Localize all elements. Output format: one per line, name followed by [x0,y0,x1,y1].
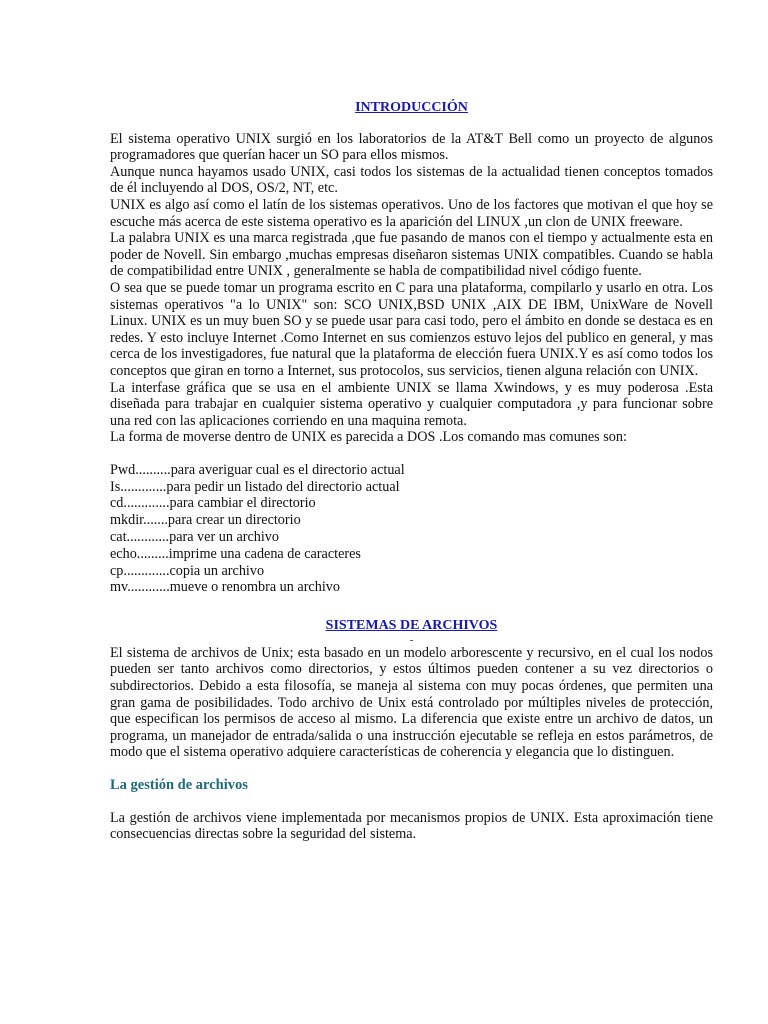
dash-mark: - [409,634,414,646]
paragraph: El sistema operativo UNIX surgió en los laboratorios de la AT&T Bell como un proyecto de algunos programadores que querían hacer un SO para ellos mismos. [110,130,713,164]
section-title-sistemas-de-archivos: SISTEMAS DE ARCHIVOS [325,618,498,634]
command-item: cd.............para cambiar el directorio [110,495,316,512]
paragraph: UNIX es algo así como el latín de los sistemas operativos. Uno de los factores que motivan el que hoy se escuche más acerca de este sistema operativo es la aparición del LINUX ,un clon de UNIX freeware. [110,196,713,230]
paragraph: La palabra UNIX es una marca registrada ,que fue pasando de manos con el tiempo y actualmente esta en poder de Novell. Sin embargo ,muchas empresas diseñaron sistemas UNIX compatibles. Cuando se habla de compatibilidad entre UNIX , generalmente se habla de compatibilidad nivel código fuente. [110,230,713,280]
paragraph: O sea que se puede tomar un programa escrito en C para una plataforma, compilarlo y usarlo en otra. Los sistemas operativos "a lo UNIX" son: SCO UNIX,BSD UNIX ,AIX DE IBM, UnixWare de Novell Linux. UNIX es un muy buen SO y se puede usar para casi todo, pero el ámbito en donde se destaca es en redes. Y esto incluye Internet .Como Internet en sus comienzos estuvo lejos del publico en general, y mas cerca de los investigadores, fue natural que la plataforma de elección fuera UNIX.Y es así como todos los conceptos que giran en torno a Internet, sus protocolos, sus servicios, tienen alguna relación con UNIX. [110,279,713,379]
command-list [110,462,713,596]
command-item: Is.............para pedir un listado del directorio actual [110,478,400,495]
subsection-title-gestion-de-archivos: La gestión de archivos [110,777,248,793]
command-item: mv............mueve o renombra un archivo [110,579,340,596]
paragraph: La gestión de archivos viene implementada por mecanismos propios de UNIX. Esta aproximación tiene consecuencias directas sobre la seguridad del sistema. [110,809,713,843]
spacer [110,446,713,462]
command-item: cp.............copia un archivo [110,562,265,579]
paragraph: El sistema de archivos de Unix; esta basado en un modelo arborescente y recursivo, en el cual los nodos pueden ser tanto archivos como directorios, y estos últimos pueden contener a su vez directorios o subdirectorios. Debido a esta filosofía, se maneja al sistema con muy pocas órdenes, que permiten una gran gama de posibilidades. Todo archivo de Unix está controlado por múltiples niveles de protección, que especifican los permisos de acceso al mismo. La diferencia que existe entre un archivo de datos, un programa, un manejador de entrada/salida o una instrucción ejecutable se refleja en estos parámetros, de modo que el sistema operativo adquiere características de coherencia y elegancia que lo distinguen. [110,644,713,761]
command-item: Pwd..........para averiguar cual es el directorio actual [110,461,405,478]
command-item: mkdir.......para crear un directorio [110,512,301,529]
section-title-introduccion: INTRODUCCIÓN [355,100,468,115]
command-item: cat............para ver un archivo [110,529,279,546]
document-page [110,100,713,843]
command-item: echo.........imprime una cadena de caracteres [110,545,361,562]
paragraph: La forma de moverse dentro de UNIX es parecida a DOS .Los comando mas comunes son: [110,429,627,446]
paragraph: La interfase gráfica que se usa en el ambiente UNIX se llama Xwindows, y es muy poderosa .Esta diseñada para trabajar en cualquier sistema operativo y cualquier computadora ,y para funcionar sobre una red con las aplicaciones corriendo en una maquina remota. [110,379,713,429]
paragraph: Aunque nunca hayamos usado UNIX, casi todos los sistemas de la actualidad tienen conceptos tomados de él incluyendo al DOS, OS/2, NT, etc. [110,163,713,197]
